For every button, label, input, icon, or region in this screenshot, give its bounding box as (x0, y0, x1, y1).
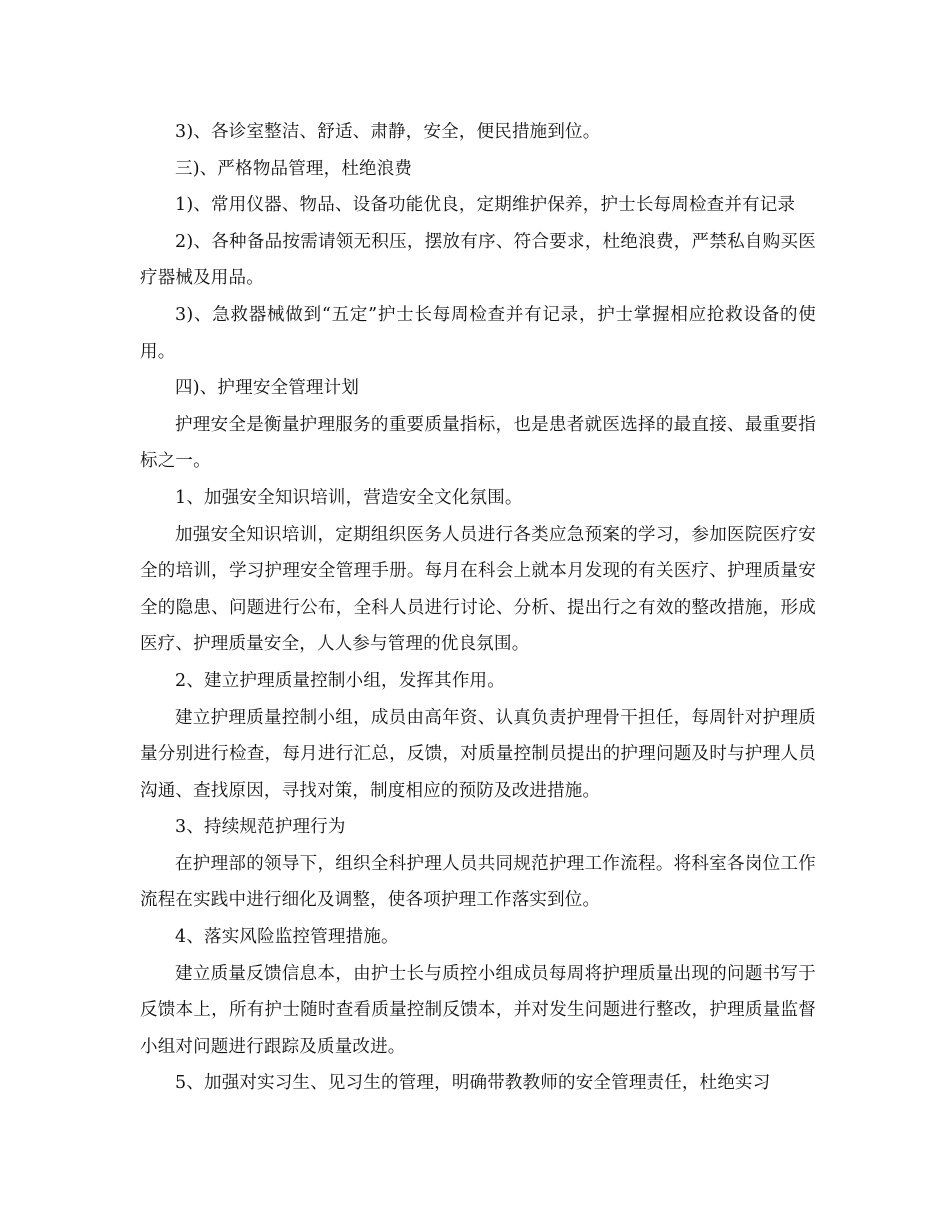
section-heading-supplies: 三)、严格物品管理，杜绝浪费 (175, 158, 413, 179)
document-body (140, 114, 816, 1102)
paragraph-training: 加强安全知识培训，定期组织医务人员进行各类应急预案的学习，参加医院医疗安全的培训，学习护理安全管理手册。每月在科会上就本月发现的有关医疗、护理质量安全的隐患、问题进行公布，全科人员进行讨论、分析、提出行之有效的整改措施，形成医疗、护理质量安全，人人参与管理的优良氛围。 (140, 524, 816, 655)
section-heading-safety-plan: 四)、护理安全管理计划 (175, 378, 360, 399)
paragraph-emergency-equipment: 3)、急救器械做到“五定”护士长每周检查并有记录，护士掌握相应抢救设备的使用。 (140, 304, 816, 362)
paragraph-interns: 5、加强对实习生、见习生的管理，明确带教教师的安全管理责任，杜绝实习 (175, 1073, 771, 1094)
paragraph-spare-items: 2)、各种备品按需请领无积压，摆放有序、符合要求，杜绝浪费，严禁私自购买医疗器械及用品。 (140, 231, 816, 289)
paragraph-safety-intro: 护理安全是衡量护理服务的重要质量指标，也是患者就医选择的最直接、最重要指标之一。 (140, 414, 816, 472)
paragraph-exam-rooms: 3)、各诊室整洁、舒适、肃静，安全，便民措施到位。 (175, 122, 601, 142)
subheading-standardize: 3、持续规范护理行为 (175, 817, 346, 838)
subheading-quality-group: 2、建立护理质量控制小组，发挥其作用。 (175, 670, 505, 691)
paragraph-quality-group: 建立护理质量控制小组，成员由高年资、认真负责护理骨干担任，每周针对护理质量分别进行检查，每月进行汇总，反馈，对质量控制员提出的护理问题及时与护理人员沟通、查找原因，寻找对策，制度相应的预防及改进措施。 (140, 707, 816, 801)
paragraph-standardize: 在护理部的领导下，组织全科护理人员共同规范护理工作流程。将科室各岗位工作流程在实践中进行细化及调整，使各项护理工作落实到位。 (140, 853, 816, 911)
subheading-risk-control: 4、落实风险监控管理措施。 (175, 927, 399, 948)
subheading-training: 1、加强安全知识培训，营造安全文化氛围。 (175, 487, 523, 508)
paragraph-instruments: 1)、常用仪器、物品、设备功能优良，定期维护保养，护士长每周检查并有记录 (175, 195, 796, 216)
paragraph-risk-control: 建立质量反馈信息本，由护士长与质控小组成员每周将护理质量出现的问题书写于反馈本上，所有护士随时查看质量控制反馈本，并对发生问题进行整改，护理质量监督小组对问题进行跟踪及质量改进。 (140, 963, 816, 1057)
